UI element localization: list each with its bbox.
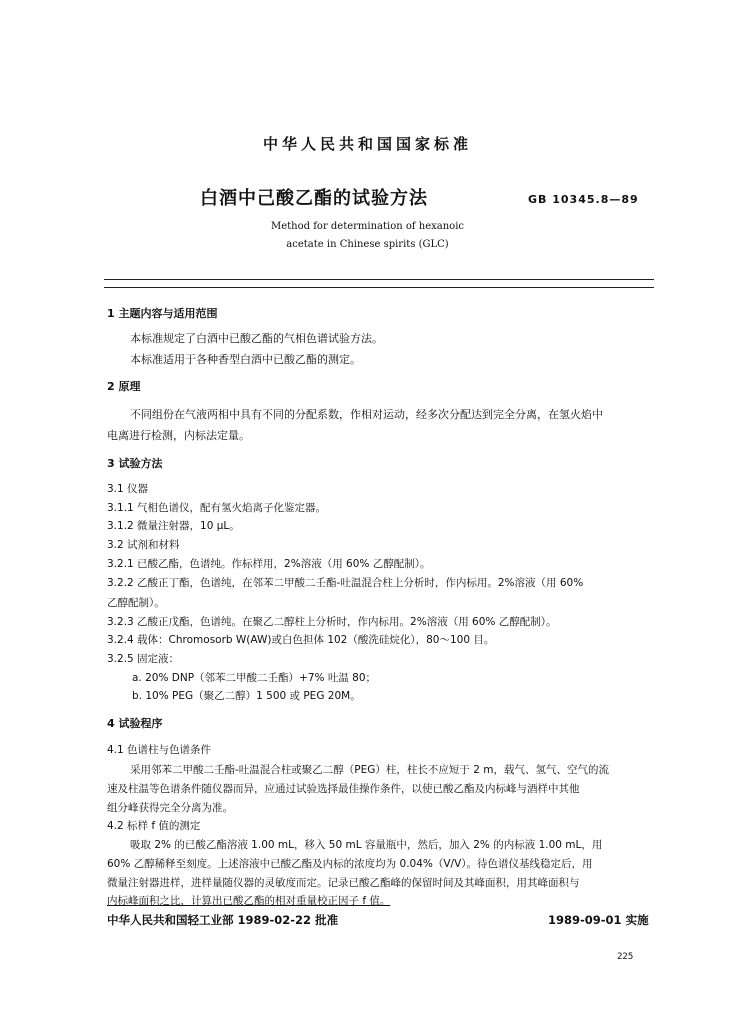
standard-title: 中华人民共和国国家标准 xyxy=(262,135,472,153)
paragraph-line: 60% 乙醇稀释至刻度。上述溶液中已酸乙酯及内标的浓度均为 0.04%（V/V）。待色谱仪基线稳定后，用 xyxy=(107,858,593,870)
header-rule-bottom xyxy=(104,287,654,288)
clause: 3.2.4 载体：Chromosorb W(AW)或白色担体 102（酸洗硅烷化），80～100 目。 xyxy=(107,634,495,646)
approval-line: 中华人民共和国轻工业部 1989-02-22 批准 xyxy=(107,913,339,927)
paragraph-line: 吸取 2% 的已酸乙酯溶液 1.00 mL，移入 50 mL 容量瓶中，然后，加入 2% 的内标液 1.00 mL，用 xyxy=(130,839,603,851)
subsection-heading: 4.2 标样 f 值的测定 xyxy=(107,820,201,832)
page-number: 225 xyxy=(617,952,634,962)
paragraph-line: 微量注射器进样，进样量随仪器的灵敏度而定。记录已酸乙酯峰的保留时间及其峰面积，用其峰面积与 xyxy=(107,877,580,889)
document-title: 白酒中己酸乙酯的试验方法 xyxy=(200,188,428,209)
paragraph: 本标准规定了白酒中已酸乙酯的气相色谱试验方法。 xyxy=(130,332,383,345)
paragraph-line: 采用邻苯二甲酸二壬酯-吐温混合柱或聚乙二醇（PEG）柱，柱长不应短于 2 m，载气、氢气、空气的流 xyxy=(130,764,609,776)
list-item: b. 10% PEG（聚乙二醇）1 500 或 PEG 20M。 xyxy=(132,690,361,702)
paragraph: 本标准适用于各种香型白酒中已酸乙酯的测定。 xyxy=(130,353,361,366)
clause: 3.2.3 乙酸正戊酯，色谱纯。在聚乙二醇柱上分析时，作内标用。2%溶液（用 60% 乙醇配制）。 xyxy=(107,616,557,628)
clause-continuation: 乙醇配制）。 xyxy=(107,597,165,609)
clause: 3.1.2 微量注射器，10 μL。 xyxy=(107,520,240,532)
english-title-line-1: Method for determination of hexanoic xyxy=(271,221,464,232)
clause: 3.1.1 气相色谱仪，配有氢火焰离子化鉴定器。 xyxy=(107,502,327,514)
clause: 3.2.1 已酸乙酯，色谱纯。作标样用，2%溶液（用 60% 乙醇配制）。 xyxy=(107,558,431,570)
subsection-heading: 4.1 色谱柱与色谱条件 xyxy=(107,744,212,756)
header-rule-top xyxy=(104,279,654,280)
paragraph-line: 速及柱温等色谱条件随仪器而异，应通过试验选择最佳操作条件，以使已酸乙酯及内标峰与酒样中其他 xyxy=(107,783,580,795)
paragraph-line: 内标峰面积之比，计算出已酸乙酯的相对重量校正因子 f 值。 xyxy=(107,895,391,907)
list-item: a. 20% DNP（邻苯二甲酸二壬酯）+7% 吐温 80； xyxy=(132,672,377,684)
paragraph-line: 组分峰获得完全分离为准。 xyxy=(107,802,233,814)
section-heading: 2 原理 xyxy=(107,380,141,393)
subsection-heading: 3.1 仪器 xyxy=(107,483,149,495)
subsection-heading: 3.2 试剂和材料 xyxy=(107,539,180,551)
paragraph-line: 不同组份在气液两相中具有不同的分配系数，作相对运动，经多次分配达到完全分离，在氢火焰中 xyxy=(130,408,603,421)
english-title-line-2: acetate in Chinese spirits (GLC) xyxy=(286,239,449,250)
paragraph-line: 电离进行检测，内标法定量。 xyxy=(107,429,250,442)
section-heading: 1 主题内容与适用范围 xyxy=(107,307,218,320)
clause: 3.2.2 乙酸正丁酯，色谱纯，在邻苯二甲酸二壬酯-吐温混合柱上分析时，作内标用。2%溶液（用 60% xyxy=(107,577,584,589)
clause: 3.2.5 固定液： xyxy=(107,653,180,665)
document-code: GB 10345.8—89 xyxy=(528,193,639,206)
implementation-date: 1989-09-01 实施 xyxy=(548,913,649,927)
section-heading: 3 试验方法 xyxy=(107,457,163,470)
section-heading: 4 试验程序 xyxy=(107,717,163,730)
